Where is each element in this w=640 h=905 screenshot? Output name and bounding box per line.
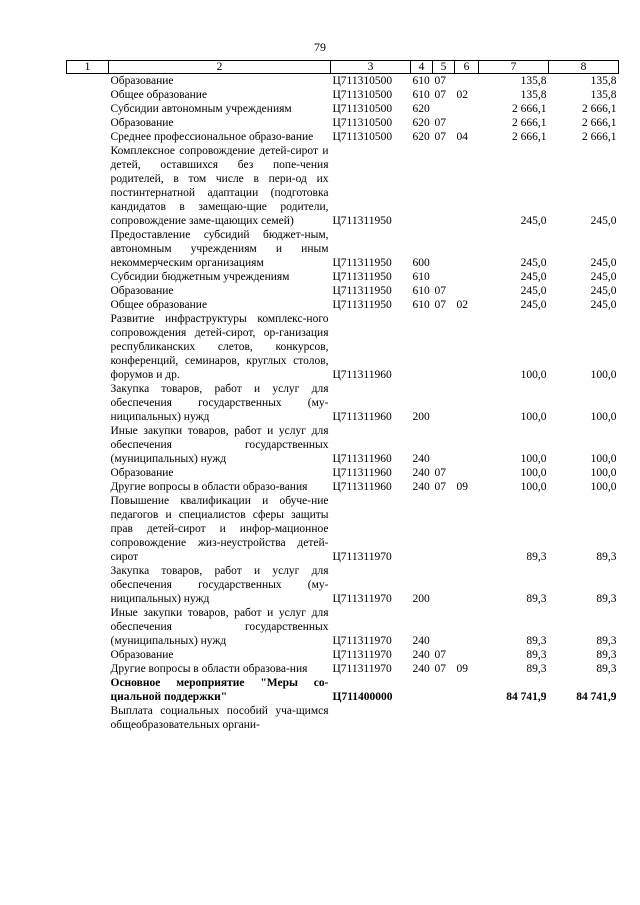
table-row [67,494,619,564]
column-header: 2 [109,61,331,74]
row-name: Среднее профессиональное образо-вание [110,131,314,143]
row-name: Общее образование [110,299,208,311]
row-amount-col7: 2 666,1 [512,103,547,115]
table-row [67,466,619,480]
table-row [67,676,619,704]
row-code: Ц711311950 [332,215,392,227]
row-amount-col8: 84 741,9 [576,691,617,703]
row-subsection [455,284,479,298]
row-section [433,564,455,606]
row-subsection [455,312,479,382]
row-spacer-cell [67,382,109,424]
row-amount-col7: 100,0 [520,467,547,479]
row-amount-col7: 100,0 [520,411,547,423]
row-code: Ц711310500 [332,89,393,101]
row-amount-col7: 245,0 [520,257,547,269]
table-row [67,662,619,676]
row-expense-type [411,494,433,564]
row-name: Другие вопросы в области образова-ния [110,663,308,675]
row-code: Ц711311950 [332,257,392,269]
row-amount-col7: 89,3 [526,551,547,563]
row-amount-col8: 100,0 [590,467,617,479]
row-spacer-cell [67,298,109,312]
row-name: Закупка товаров, работ и услуг для обеспечения государственных (му-ниципальных) нужд [110,565,329,605]
row-expense-type: 240 [412,467,430,479]
row-section [433,494,455,564]
row-section: 07 [434,131,446,143]
row-name: Образование [110,467,174,479]
row-name: Субсидии бюджетным учреждениям [110,271,290,283]
table-row [67,312,619,382]
page-number: 79 [314,40,326,54]
row-name: Образование [110,117,174,129]
row-amount-col7: 100,0 [520,481,547,493]
row-section [433,270,455,284]
row-amount-col7: 245,0 [520,215,547,227]
row-spacer-cell [67,704,109,732]
row-name: Закупка товаров, работ и услуг для обеспечения государственных (му-ниципальных) нужд [110,383,329,423]
row-amount-col7: 100,0 [520,453,547,465]
row-code: Ц711311950 [332,299,392,311]
row-name: Иные закупки товаров, работ и услуг для обеспечения государственных (муниципальных) нужд [110,425,329,465]
row-amount-col8: 135,8 [590,75,617,87]
table-row [67,284,619,298]
row-spacer-cell [67,228,109,270]
row-subsection [455,116,479,130]
row-spacer-cell [67,284,109,298]
row-code: Ц711311970 [332,551,392,563]
column-header: 4 [411,61,433,74]
column-header: 7 [479,61,549,74]
row-amount-col8: 245,0 [590,285,617,297]
row-section [433,424,455,466]
row-amount-col7: 135,8 [520,75,547,87]
row-section: 07 [434,89,446,101]
row-section: 07 [434,663,446,675]
table-header-row [67,61,619,74]
row-spacer-cell [67,676,109,704]
table-row [67,648,619,662]
row-expense-type [411,704,433,732]
budget-table [66,60,619,732]
row-code: Ц711310500 [332,131,393,143]
row-section [433,704,455,732]
row-subsection [455,704,479,732]
row-amount-col7: 89,3 [526,635,547,647]
row-expense-type [411,144,433,228]
row-amount-col7: 89,3 [526,593,547,605]
row-expense-type: 240 [412,453,430,465]
column-header: 1 [67,61,109,74]
row-code: Ц711311950 [332,285,392,297]
row-expense-type: 240 [412,481,430,493]
row-amount-col7: 245,0 [520,299,547,311]
row-subsection [455,606,479,648]
row-subsection [455,424,479,466]
row-amount-col8: 89,3 [596,593,617,605]
row-amount-col8: 89,3 [596,663,617,675]
column-header: 5 [433,61,455,74]
row-amount-col8: 245,0 [590,215,617,227]
row-subsection [455,648,479,662]
row-expense-type: 620 [412,117,430,129]
row-section: 07 [434,481,446,493]
row-name: Повышение квалификации и обуче-ние педагогов и специалистов сферы защиты прав детей-сирот и инфор-мационное сопровождение жиз-неустройства детей-сирот [110,495,329,563]
row-expense-type: 610 [412,285,430,297]
row-subsection [455,102,479,116]
row-code: Ц711311970 [332,663,392,675]
table-row [67,564,619,606]
row-section [433,676,455,704]
row-name: Иные закупки товаров, работ и услуг для обеспечения государственных (муниципальных) нужд [110,607,329,647]
row-subsection [455,466,479,480]
row-spacer-cell [67,480,109,494]
row-amount-col8: 100,0 [590,453,617,465]
row-subsection: 02 [456,89,468,101]
row-amount-col8 [549,704,619,732]
row-name: Образование [110,75,174,87]
row-section: 07 [434,299,446,311]
row-amount-col8: 245,0 [590,299,617,311]
row-expense-type: 620 [412,103,430,115]
row-expense-type: 610 [412,299,430,311]
row-spacer-cell [67,606,109,648]
row-amount-col8: 2 666,1 [582,117,617,129]
row-spacer-cell [67,88,109,102]
row-code: Ц711311960 [332,411,392,423]
row-section: 07 [434,285,446,297]
row-name: Образование [110,649,174,661]
table-row [67,424,619,466]
row-amount-col8: 2 666,1 [582,103,617,115]
row-code: Ц711310500 [332,103,393,115]
table-row [67,270,619,284]
row-code: Ц711311970 [332,593,392,605]
row-spacer-cell [67,494,109,564]
row-subsection: 02 [456,299,468,311]
row-spacer-cell [67,102,109,116]
row-name: Развитие инфраструктуры комплекс-ного сопровождения детей-сирот, ор-ганизация республиканских слетов, конкурсов, конференций, семинаров, круглых столов, форумов и др. [110,313,329,381]
row-code: Ц711311970 [332,635,392,647]
table-body [67,74,619,733]
row-code: Ц711311960 [332,453,392,465]
row-code: Ц711310500 [332,117,393,129]
row-subsection: 04 [456,131,468,143]
row-subsection: 09 [456,481,468,493]
row-amount-col8: 89,3 [596,551,617,563]
row-amount-col8: 89,3 [596,635,617,647]
row-amount-col8: 245,0 [590,271,617,283]
row-name: Предоставление субсидий бюджет-ным, автономным учреждениям и иным некоммерческим организациям [110,229,329,269]
row-subsection: 09 [456,663,468,675]
row-subsection [455,144,479,228]
column-header: 6 [455,61,479,74]
row-amount-col8: 135,8 [590,89,617,101]
row-amount-col7: 89,3 [526,649,547,661]
table-row [67,704,619,732]
row-spacer-cell [67,270,109,284]
row-section: 07 [434,75,446,87]
row-spacer-cell [67,662,109,676]
row-expense-type: 610 [412,75,430,87]
row-spacer-cell [67,424,109,466]
row-expense-type: 240 [412,635,430,647]
row-expense-type [411,312,433,382]
row-section [433,382,455,424]
row-expense-type [411,676,433,704]
row-amount-col7: 135,8 [520,89,547,101]
row-code: Ц711400000 [332,691,393,703]
row-expense-type: 200 [412,411,430,423]
row-spacer-cell [67,564,109,606]
row-code: Ц711311960 [332,481,392,493]
row-code: Ц711311950 [332,271,392,283]
row-section [433,228,455,270]
row-amount-col7: 100,0 [520,369,547,381]
row-amount-col8: 89,3 [596,649,617,661]
row-subsection [455,382,479,424]
row-spacer-cell [67,74,109,89]
row-section: 07 [434,467,446,479]
table-row [67,130,619,144]
row-subsection [455,228,479,270]
row-code: Ц711311960 [332,369,392,381]
row-amount-col7: 84 741,9 [506,691,547,703]
row-expense-type: 610 [412,89,430,101]
row-name: Основное мероприятие "Меры со-циальной поддержки" [110,677,329,703]
row-spacer-cell [67,116,109,130]
table-row [67,382,619,424]
row-amount-col7: 245,0 [520,271,547,283]
row-amount-col7: 2 666,1 [512,117,547,129]
row-subsection [455,564,479,606]
row-section [433,312,455,382]
row-amount-col7: 245,0 [520,285,547,297]
row-amount-col8: 100,0 [590,411,617,423]
row-subsection [455,74,479,89]
table-row [67,228,619,270]
row-amount-col7: 89,3 [526,663,547,675]
row-amount-col8: 100,0 [590,481,617,493]
row-expense-type: 240 [412,649,430,661]
row-spacer-cell [67,144,109,228]
row-section [433,144,455,228]
column-header: 3 [331,61,411,74]
row-spacer-cell [67,648,109,662]
row-expense-type: 600 [412,257,430,269]
row-name: Выплата социальных пособий уча-щимся общеобразовательных органи- [110,705,329,731]
row-amount-col7: 2 666,1 [512,131,547,143]
table-row [67,144,619,228]
row-amount-col8: 100,0 [590,369,617,381]
table-row [67,298,619,312]
row-section [433,102,455,116]
table-row [67,116,619,130]
row-expense-type: 240 [412,663,430,675]
row-section [433,606,455,648]
row-expense-type: 620 [412,131,430,143]
table-row [67,74,619,89]
table-row [67,102,619,116]
row-amount-col8: 2 666,1 [582,131,617,143]
row-code: Ц711311960 [332,467,392,479]
row-name: Общее образование [110,89,208,101]
row-name: Образование [110,285,174,297]
row-subsection [455,676,479,704]
row-subsection [455,494,479,564]
row-amount-col7 [479,704,549,732]
row-code [331,704,411,732]
row-spacer-cell [67,130,109,144]
table-row [67,480,619,494]
row-spacer-cell [67,466,109,480]
row-section: 07 [434,117,446,129]
row-name: Другие вопросы в области образо-вания [110,481,308,493]
row-name: Субсидии автономным учреждениям [110,103,292,115]
row-name: Комплексное сопровождение детей-сирот и детей, оставшихся без попе-чения родителей, в том числе в пери-од их постинтернатной адаптации (подготовка кандидатов в замещаю-щие родители, сопровождение заме-щающих семей) [110,145,329,227]
row-amount-col8: 245,0 [590,257,617,269]
row-code: Ц711311970 [332,649,392,661]
row-expense-type: 200 [412,593,430,605]
row-spacer-cell [67,312,109,382]
row-subsection [455,270,479,284]
column-header: 8 [549,61,619,74]
row-expense-type: 610 [412,271,430,283]
row-code: Ц711310500 [332,75,393,87]
table-row [67,88,619,102]
table-row [67,606,619,648]
row-section: 07 [434,649,446,661]
